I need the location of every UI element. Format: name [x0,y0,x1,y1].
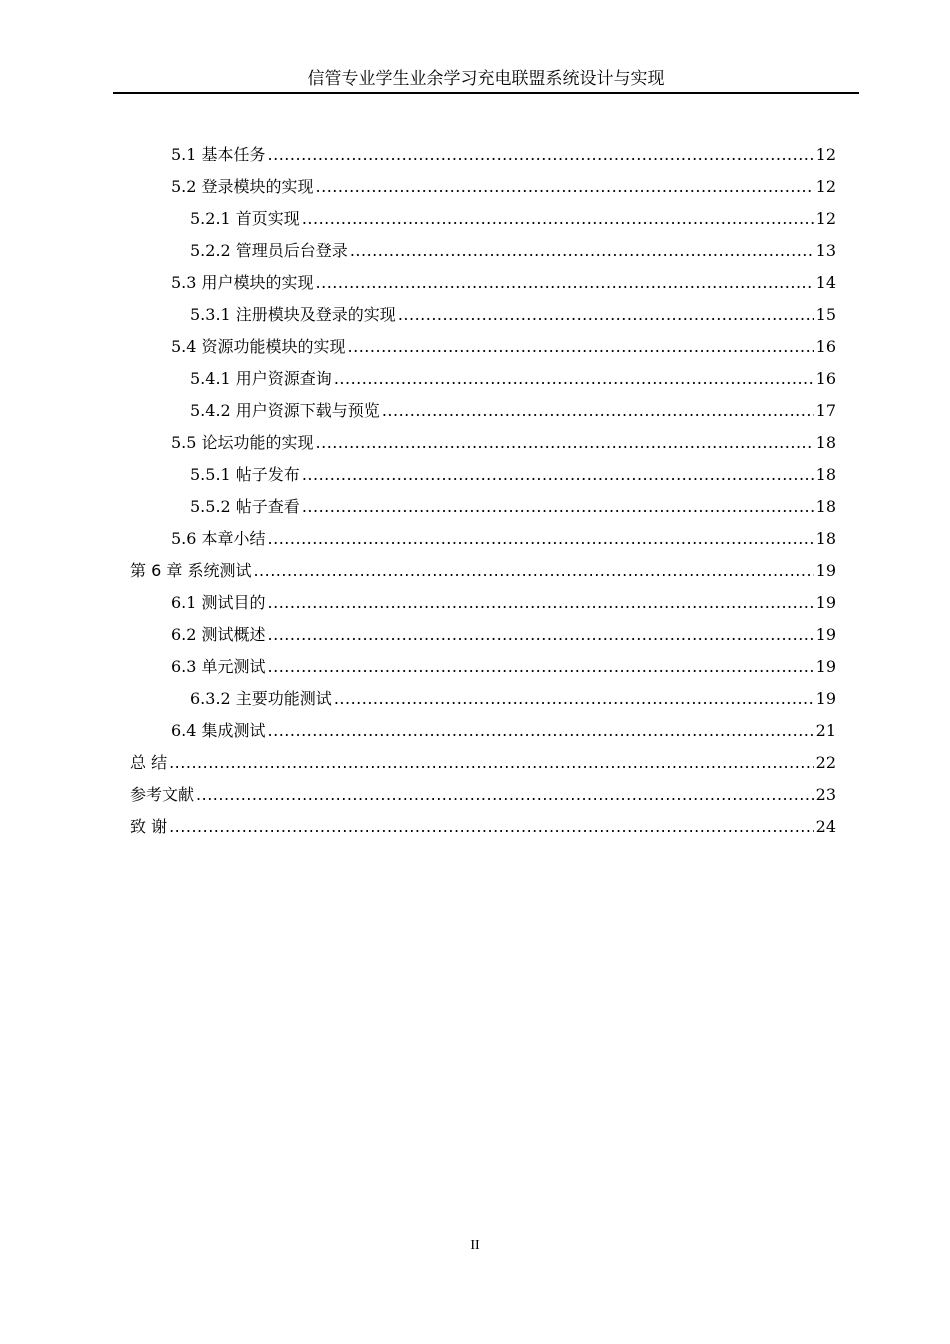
toc-entry-label: 5.1 基本任务 [171,145,266,164]
toc-entry-label: 5.5 论坛功能的实现 [171,433,314,452]
toc-leader-dots [316,269,814,297]
toc-leader-dots [268,141,814,169]
toc-entry-label: 5.2.1 首页实现 [190,209,300,228]
toc-entry-page: 16 [815,369,836,388]
toc-leader-dots [268,653,814,681]
toc-entry-page: 17 [815,401,836,420]
toc-entry[interactable] [130,781,836,813]
toc-leader-dots [268,589,814,617]
toc-entry-label: 5.4 资源功能模块的实现 [171,337,346,356]
toc-entry[interactable] [130,205,836,237]
toc-entry[interactable] [130,557,836,589]
toc-entry-label: 5.4.2 用户资源下载与预览 [190,401,380,420]
toc-entry-label: 6.4 集成测试 [171,721,266,740]
toc-entry-page: 23 [815,785,836,804]
toc-entry-page: 18 [815,497,836,516]
toc-entry[interactable] [130,749,836,781]
toc-entry-page: 13 [815,241,836,260]
toc-entry-label: 致 谢 [130,817,168,836]
toc-leader-dots [348,333,814,361]
toc-entry-page: 19 [815,657,836,676]
toc-entry-label: 6.3 单元测试 [171,657,266,676]
toc-entry-label: 5.2.2 管理员后台登录 [190,241,348,260]
toc-entry-label: 第 6 章 系统测试 [130,561,252,580]
toc-entry[interactable] [130,653,836,685]
toc-entry-page: 22 [815,753,836,772]
toc-leader-dots [169,813,814,841]
toc-leader-dots [302,493,814,521]
toc-entry-label: 5.5.1 帖子发布 [190,465,300,484]
toc-leader-dots [350,237,814,265]
toc-leader-dots [169,749,814,777]
toc-entry-page: 24 [815,817,836,836]
toc-entry-label: 5.4.1 用户资源查询 [190,369,332,388]
toc-entry[interactable] [130,333,836,365]
toc-entry-page: 19 [815,561,836,580]
toc-entry-page: 21 [815,721,836,740]
toc-leader-dots [316,173,814,201]
toc-entry-label: 参考文献 [130,785,195,804]
toc-leader-dots [302,461,814,489]
toc-entry-label: 6.2 测试概述 [171,625,266,644]
toc-entry[interactable] [130,717,836,749]
toc-entry[interactable] [130,365,836,397]
toc-entry-label: 5.6 本章小结 [171,529,266,548]
toc-entry-page: 18 [815,465,836,484]
table-of-contents [130,141,836,845]
toc-leader-dots [268,525,814,553]
toc-entry-page: 12 [815,209,836,228]
toc-entry-page: 19 [815,625,836,644]
toc-entry-page: 19 [815,689,836,708]
toc-entry[interactable] [130,141,836,173]
toc-entry[interactable] [130,461,836,493]
toc-entry[interactable] [130,685,836,717]
page-header [113,68,859,94]
toc-entry[interactable] [130,173,836,205]
toc-entry-label: 6.1 测试目的 [171,593,266,612]
toc-entry[interactable] [130,589,836,621]
toc-entry[interactable] [130,397,836,429]
toc-entry-label: 总 结 [130,753,168,772]
toc-leader-dots [253,557,813,585]
toc-entry-label: 5.5.2 帖子查看 [190,497,300,516]
toc-entry-label: 6.3.2 主要功能测试 [190,689,332,708]
toc-entry-label: 5.3.1 注册模块及登录的实现 [190,305,396,324]
toc-entry[interactable] [130,237,836,269]
toc-entry-page: 18 [815,433,836,452]
toc-leader-dots [268,717,814,745]
toc-entry[interactable] [130,813,836,845]
toc-leader-dots [334,365,814,393]
page-number: II [470,1238,480,1253]
toc-entry-page: 18 [815,529,836,548]
toc-leader-dots [398,301,814,329]
toc-entry-page: 12 [815,177,836,196]
toc-leader-dots [382,397,814,425]
toc-leader-dots [268,621,814,649]
toc-entry[interactable] [130,269,836,301]
toc-entry-page: 14 [815,273,836,292]
toc-entry-label: 5.2 登录模块的实现 [171,177,314,196]
document-title: 信管专业学生业余学习充电联盟系统设计与实现 [307,69,665,89]
toc-entry[interactable] [130,621,836,653]
toc-leader-dots [302,205,814,233]
toc-entry-label: 5.3 用户模块的实现 [171,273,314,292]
toc-leader-dots [334,685,814,713]
toc-entry[interactable] [130,493,836,525]
toc-entry-page: 16 [815,337,836,356]
toc-leader-dots [316,429,814,457]
toc-entry[interactable] [130,429,836,461]
toc-entry-page: 19 [815,593,836,612]
toc-entry[interactable] [130,301,836,333]
toc-entry-page: 12 [815,145,836,164]
toc-entry[interactable] [130,525,836,557]
toc-leader-dots [196,781,814,809]
toc-entry-page: 15 [815,305,836,324]
